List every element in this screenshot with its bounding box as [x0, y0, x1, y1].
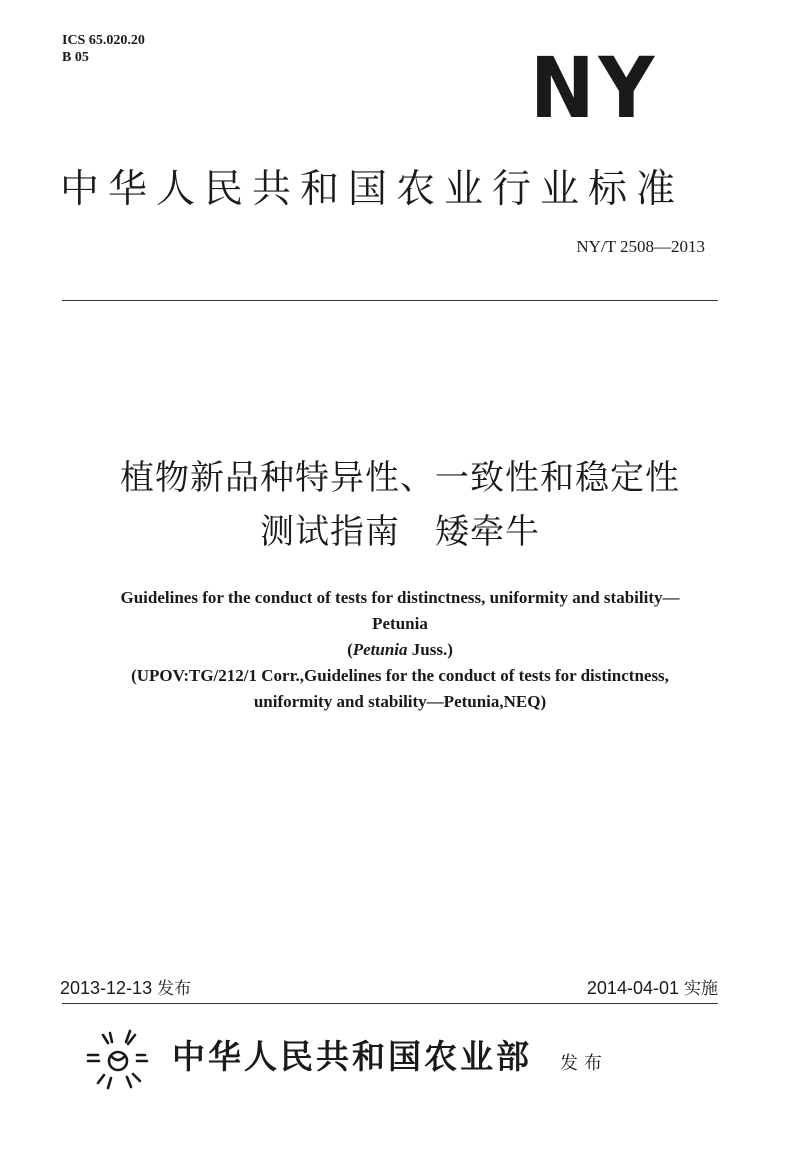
title-chinese-line-2: 测试指南 矮牵牛 [260, 512, 540, 552]
title-english-line-3 [50, 637, 750, 663]
title-english-line-4: (UPOV:TG/212/1 Corr.,Guidelines for the conduct of tests for distinctness, [131, 666, 669, 685]
top-divider [62, 300, 718, 301]
author-abbrev: Juss.) [407, 640, 453, 659]
implement-date-line [587, 977, 718, 1000]
issue-date-line [60, 977, 191, 1000]
ny-logo: NY [530, 39, 659, 137]
issue-date: 2013-12-13 [60, 978, 153, 998]
ccs-code: B 05 [62, 50, 89, 65]
implement-date: 2014-04-01 [586, 978, 679, 998]
standard-organization: 中华人民共和国农业行业标准 [60, 167, 685, 212]
ics-code: ICS 65.020.20 [62, 33, 145, 48]
publisher-name: 中华人民共和国农业部 [172, 1037, 532, 1076]
open-paren: ( [347, 640, 353, 659]
standard-number: NY/T 2508—2013 [576, 237, 705, 256]
implement-label: 实施 [684, 979, 718, 999]
title-english-line-2: Petunia [372, 614, 428, 633]
title-english-line-1: Guidelines for the conduct of tests for distinctness, uniformity and stability— [120, 588, 680, 607]
bottom-divider [62, 1003, 718, 1004]
issue-label: 发布 [157, 979, 192, 999]
title-english-line-5: uniformity and stability—Petunia,NEQ) [253, 692, 547, 711]
publish-label: 发布 [560, 1053, 608, 1074]
title-chinese-line-1: 植物新品种特异性、一致性和稳定性 [120, 458, 680, 498]
ministry-emblem-icon [80, 1025, 152, 1095]
latin-genus: Petunia [352, 640, 408, 659]
